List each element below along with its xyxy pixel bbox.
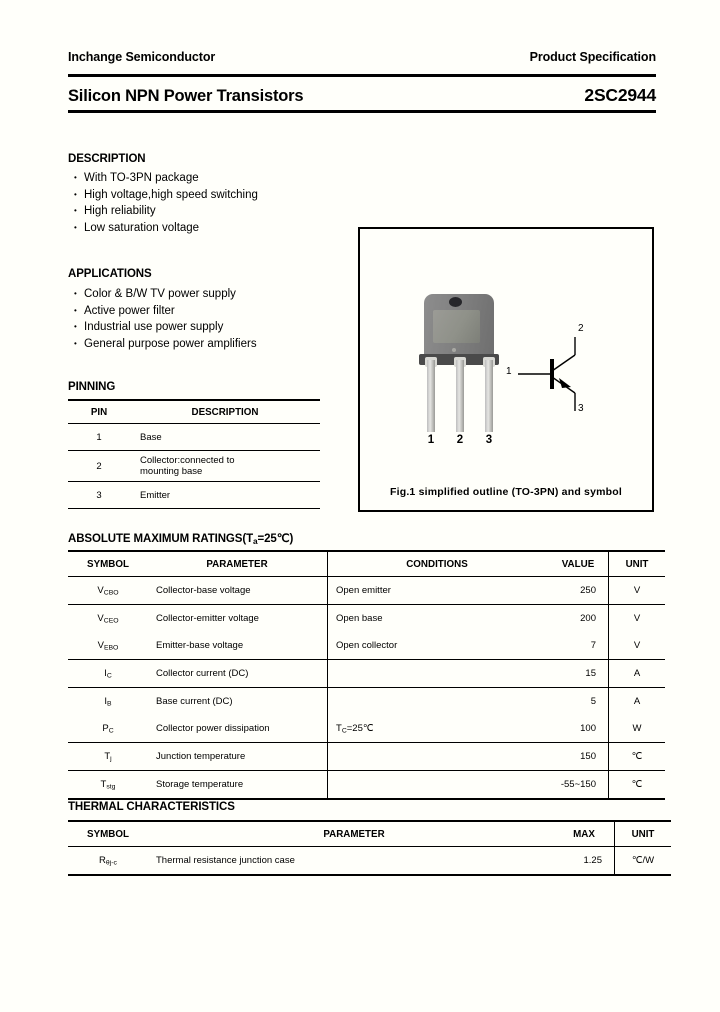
table-header-row xyxy=(68,551,665,577)
cell-conditions: Open collector xyxy=(328,632,548,660)
package-pin-label-1: 1 xyxy=(427,434,435,446)
cell-unit: ℃ xyxy=(609,771,666,800)
cell-parameter: Storage temperature xyxy=(148,771,328,800)
cell-parameter: Base current (DC) xyxy=(148,688,328,716)
cell-parameter: Collector current (DC) xyxy=(148,660,328,688)
ratings-heading-sub: a xyxy=(253,537,258,547)
cell-unit: W xyxy=(609,715,666,743)
header-rule-bottom xyxy=(68,110,656,113)
symbol-text: V xyxy=(97,584,104,596)
table-row xyxy=(68,577,665,605)
cell-conditions xyxy=(328,660,548,688)
list-item: • Low saturation voltage xyxy=(74,220,258,237)
cell-conditions xyxy=(328,771,548,800)
cell-value: 5 xyxy=(590,696,596,707)
cell-conditions xyxy=(328,715,548,743)
list-item: • With TO-3PN package xyxy=(74,170,258,187)
column-header-parameter: PARAMETER xyxy=(148,821,553,847)
company-name: Inchange Semiconductor xyxy=(68,50,216,64)
list-item: • High reliability xyxy=(74,203,258,220)
column-header-unit: UNIT xyxy=(615,821,672,847)
document-type: Product Specification xyxy=(529,50,656,64)
package-pin-label-3: 3 xyxy=(485,434,493,446)
symbol-text: P xyxy=(102,722,109,734)
symbol-label-emitter: 3 xyxy=(578,403,584,414)
page-header xyxy=(68,50,656,64)
lead-base-pin xyxy=(427,360,435,432)
list-item: • Industrial use power supply xyxy=(74,319,257,336)
cell-pin: 1 xyxy=(68,424,130,451)
cell-pin: 2 xyxy=(68,451,130,482)
symbol-text: T xyxy=(104,750,111,762)
ratings-heading-prefix: ABSOLUTE MAXIMUM RATINGS(T xyxy=(68,533,254,545)
cell-unit: A xyxy=(609,688,666,716)
product-title-row xyxy=(68,85,656,106)
figure-box xyxy=(358,227,654,512)
symbol-subscript: stg xyxy=(106,783,116,791)
cell-symbol xyxy=(68,660,148,688)
table-header-row xyxy=(68,821,671,847)
cell-symbol xyxy=(68,847,148,876)
symbol-subscript: CBO xyxy=(103,589,119,597)
cell-value: 150 xyxy=(547,743,609,771)
figure-caption: Fig.1 simplified outline (TO-3PN) and symbol xyxy=(389,486,623,498)
description-list xyxy=(74,170,258,236)
cell-conditions xyxy=(328,688,548,716)
cell-unit: V xyxy=(609,605,666,633)
cell-symbol xyxy=(68,632,148,660)
package-marking-dot xyxy=(452,348,456,352)
column-header-pin: PIN xyxy=(68,400,130,424)
symbol-text: V xyxy=(97,612,104,624)
cell-value: 200 xyxy=(580,613,596,624)
symbol-text: I xyxy=(104,667,107,679)
cell-symbol xyxy=(68,771,148,800)
table-header-row xyxy=(68,400,320,424)
applications-heading: APPLICATIONS xyxy=(68,268,152,280)
lead-collector-pin xyxy=(456,360,464,432)
cell-conditions: Open base xyxy=(336,613,383,624)
header-rule-top xyxy=(68,74,656,77)
thermal-characteristics-table xyxy=(68,820,671,876)
cell-parameter: Emitter-base voltage xyxy=(148,632,328,660)
ratings-heading-suffix: =25℃) xyxy=(257,533,294,545)
cell-value: 100 xyxy=(547,715,609,743)
thermal-heading: THERMAL CHARACTERISTICS xyxy=(68,801,235,813)
lead-emitter-pin xyxy=(485,360,493,432)
symbol-subscript: C xyxy=(108,727,114,735)
to3pn-package-image xyxy=(416,294,504,444)
cell-description: Emitter xyxy=(130,482,320,509)
cell-pin: 3 xyxy=(68,482,130,509)
symbol-subscript: CEO xyxy=(103,617,119,625)
cell-symbol xyxy=(68,743,148,771)
symbol-text: T xyxy=(100,778,107,790)
list-item: • High voltage,high speed switching xyxy=(74,187,258,204)
table-row xyxy=(68,424,320,451)
page-title: Silicon NPN Power Transistors xyxy=(68,87,304,105)
table-row xyxy=(68,847,671,876)
absolute-maximum-ratings-table xyxy=(68,550,665,800)
pinning-heading: PINNING xyxy=(68,381,116,393)
cell-unit: A xyxy=(609,660,666,688)
symbol-text: I xyxy=(104,695,108,707)
cell-value: -55~150 xyxy=(547,771,609,800)
table-row xyxy=(68,743,665,771)
cell-unit: V xyxy=(609,577,666,605)
table-row xyxy=(68,715,665,743)
pinning-table xyxy=(68,399,320,509)
package-face xyxy=(433,310,480,343)
cell-parameter: Thermal resistance junction case xyxy=(148,847,553,876)
mounting-hole-icon xyxy=(449,297,462,307)
cell-value: 7 xyxy=(547,632,609,660)
condition-text: T xyxy=(336,722,342,734)
cell-parameter: Junction temperature xyxy=(148,743,328,771)
column-header-parameter: PARAMETER xyxy=(148,551,328,577)
cell-conditions xyxy=(328,743,548,771)
table-row xyxy=(68,660,665,688)
column-header-symbol: SYMBOL xyxy=(68,821,148,847)
symbol-subscript: C xyxy=(106,672,112,680)
cell-description-line2: mounting base xyxy=(140,466,203,477)
cell-value: 250 xyxy=(547,577,609,605)
cell-unit: V xyxy=(609,632,666,660)
column-header-symbol: SYMBOL xyxy=(68,551,148,577)
cell-parameter: Collector power dissipation xyxy=(148,715,328,743)
cell-symbol xyxy=(68,605,148,633)
symbol-label-collector: 2 xyxy=(578,323,584,334)
column-header-description: DESCRIPTION xyxy=(130,400,320,424)
part-number: 2SC2944 xyxy=(584,85,656,105)
list-item: • Active power filter xyxy=(74,303,257,320)
cell-symbol xyxy=(68,715,148,743)
symbol-text: R xyxy=(99,854,106,866)
condition-subscript: C xyxy=(341,727,347,735)
cell-description xyxy=(130,451,320,482)
list-item: • General purpose power amplifiers xyxy=(74,336,257,353)
list-item: • Color & B/W TV power supply xyxy=(74,286,257,303)
cell-conditions: Open emitter xyxy=(328,577,548,605)
cell-parameter: Collector-emitter voltage xyxy=(148,605,328,633)
npn-transistor-symbol xyxy=(506,323,617,422)
condition-suffix: =25℃ xyxy=(346,722,374,734)
ratings-heading xyxy=(68,531,293,546)
table-row xyxy=(68,632,665,660)
column-header-value: VALUE xyxy=(547,551,609,577)
symbol-label-base: 1 xyxy=(506,366,512,377)
cell-unit: ℃ xyxy=(609,743,666,771)
symbol-subscript: B xyxy=(107,700,112,708)
cell-symbol xyxy=(68,688,148,716)
cell-max: 1.25 xyxy=(553,847,615,876)
column-header-max: MAX xyxy=(553,821,615,847)
applications-list xyxy=(74,286,257,352)
symbol-subscript: j xyxy=(110,755,112,763)
cell-value: 15 xyxy=(547,660,609,688)
column-header-unit: UNIT xyxy=(609,551,666,577)
table-row xyxy=(68,482,320,509)
symbol-text: V xyxy=(97,639,104,651)
cell-symbol xyxy=(68,577,148,605)
cell-description: Base xyxy=(130,424,320,451)
table-row xyxy=(68,771,665,800)
symbol-subscript: θj-c xyxy=(105,859,117,867)
npn-symbol-icon xyxy=(512,327,617,422)
table-row xyxy=(68,605,665,633)
table-row xyxy=(68,451,320,482)
symbol-subscript: EBO xyxy=(103,644,119,652)
description-heading: DESCRIPTION xyxy=(68,153,146,165)
table-row xyxy=(68,688,665,716)
column-header-conditions: CONDITIONS xyxy=(328,551,548,577)
cell-unit: ℃/W xyxy=(615,847,672,876)
package-pin-label-2: 2 xyxy=(456,434,464,446)
cell-description-line1: Collector:connected to xyxy=(140,455,235,466)
cell-parameter: Collector-base voltage xyxy=(148,577,328,605)
